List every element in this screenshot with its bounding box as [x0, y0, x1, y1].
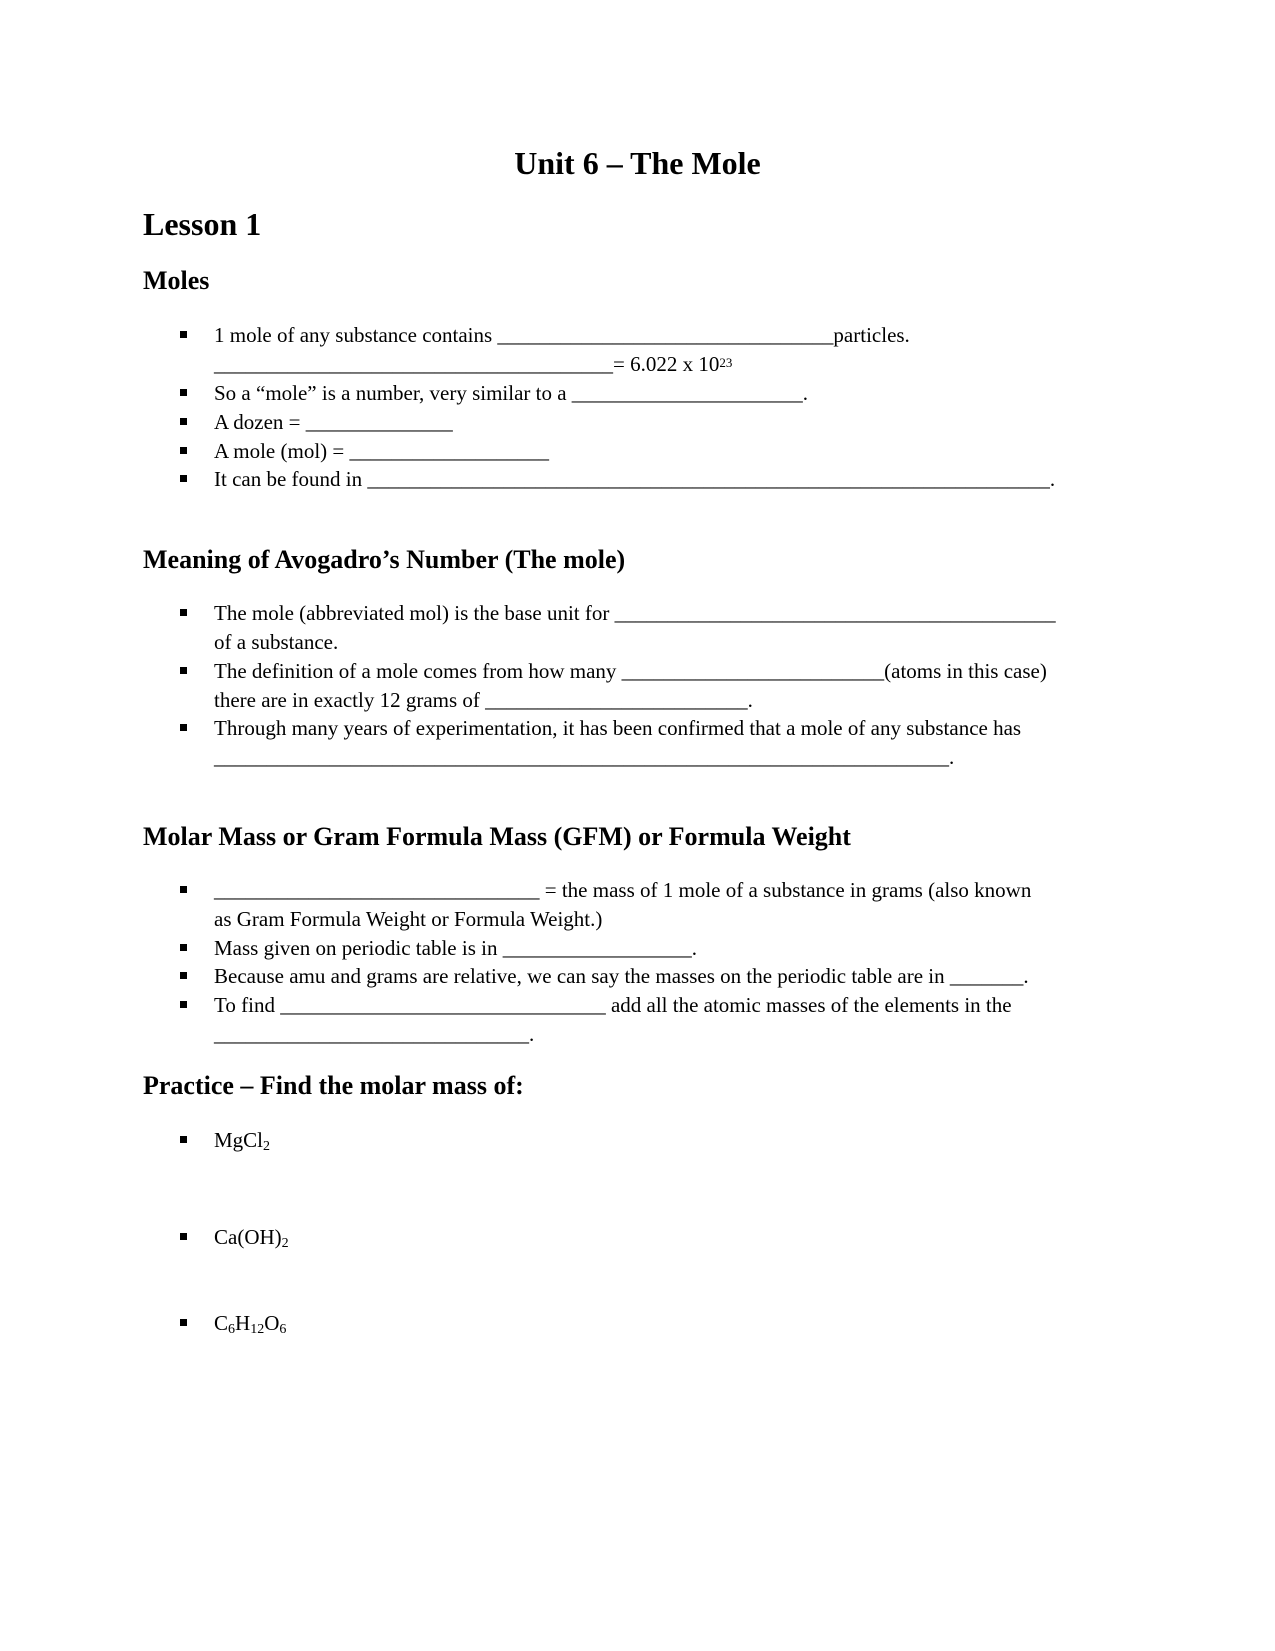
bullet-icon: [180, 1001, 187, 1008]
formula-subscript: 2: [263, 1139, 271, 1154]
bullet-icon: [180, 886, 187, 893]
moles-heading: Moles: [143, 266, 210, 295]
bullet-icon: [180, 609, 187, 616]
avogadro-line-2: The definition of a mole comes from how many _________________________(atoms in this case): [214, 659, 1047, 683]
lesson-heading: Lesson 1: [143, 206, 262, 242]
formula-subscript: 12: [250, 1322, 265, 1337]
bullet-icon: [180, 389, 187, 396]
bullet-icon: [180, 418, 187, 425]
moles-line-2-exponent: 23: [719, 355, 733, 370]
practice-item-1: [214, 1128, 270, 1156]
practice-item-3: [214, 1311, 286, 1339]
practice-heading: Practice – Find the molar mass of:: [143, 1071, 524, 1100]
moles-line-2: [214, 352, 732, 379]
avogadro-line-3: Through many years of experimentation, it has been confirmed that a mole of any substance has: [214, 716, 1022, 740]
moles-line-2-text: ______________________________________= 6.022 x 10: [214, 352, 720, 376]
molar-mass-line-2: Mass given on periodic table is in __________________.: [214, 936, 697, 960]
moles-line-6: It can be found in _________________________________________________________________.: [214, 467, 1056, 491]
moles-line-5: A mole (mol) = ___________________: [214, 439, 549, 463]
avogadro-line-1: The mole (abbreviated mol) is the base unit for __________________________________________: [214, 601, 1056, 625]
formula-subscript: 2: [281, 1236, 289, 1251]
bullet-icon: [180, 667, 187, 674]
bullet-icon: [180, 724, 187, 731]
bullet-icon: [180, 972, 187, 979]
molar-mass-heading: Molar Mass or Gram Formula Mass (GFM) or Formula Weight: [143, 822, 851, 851]
bullet-icon: [180, 1136, 187, 1143]
molar-mass-line-4b: ______________________________.: [214, 1022, 535, 1046]
practice-item-2: [214, 1225, 289, 1253]
moles-line-3: So a “mole” is a number, very similar to a ______________________.: [214, 381, 809, 405]
page-title: Unit 6 – The Mole: [514, 145, 761, 181]
formula-text: MgCl: [214, 1128, 264, 1152]
bullet-icon: [180, 475, 187, 482]
avogadro-line-3b: ______________________________________________________________________.: [214, 745, 955, 769]
formula-subscript: 6: [279, 1322, 287, 1337]
molar-mass-line-3: Because amu and grams are relative, we can say the masses on the periodic table are in _______.: [214, 964, 1029, 988]
bullet-icon: [180, 331, 187, 338]
avogadro-heading: Meaning of Avogadro’s Number (The mole): [143, 545, 626, 574]
avogadro-line-2b: there are in exactly 12 grams of _________________________.: [214, 688, 753, 712]
formula-subscript: 6: [228, 1322, 236, 1337]
formula-text: Ca(OH): [214, 1225, 282, 1249]
bullet-icon: [180, 1233, 187, 1240]
moles-line-4: A dozen = ______________: [214, 410, 453, 434]
formula-text: H: [235, 1311, 251, 1335]
formula-text: O: [264, 1311, 280, 1335]
molar-mass-line-1b: as Gram Formula Weight or Formula Weight.): [214, 907, 603, 931]
bullet-icon: [180, 944, 187, 951]
molar-mass-line-4: To find _______________________________ add all the atomic masses of the elements in the: [214, 993, 1012, 1017]
bullet-icon: [180, 447, 187, 454]
formula-text: C: [214, 1311, 229, 1335]
bullet-icon: [180, 1319, 187, 1326]
avogadro-line-1b: of a substance.: [214, 630, 339, 654]
moles-line-1: 1 mole of any substance contains ________________________________particles.: [214, 323, 910, 347]
molar-mass-line-1: _______________________________ = the mass of 1 mole of a substance in grams (also known: [214, 878, 1032, 902]
